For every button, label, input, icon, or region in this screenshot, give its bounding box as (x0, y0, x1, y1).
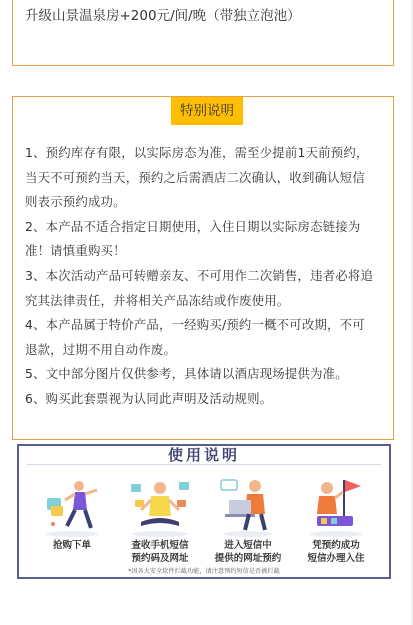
note-item-3: 3、本次活动产品可转赠亲友、不可用作二次销售，违者必将追究其法律责任，并将相关产品冻结或作废使用。 (25, 267, 374, 308)
note-item-2: 2、本产品不适合指定日期使用，入住日期以实际房态链接为准！请慎重购买！ (25, 218, 361, 259)
guide-step-3 (203, 476, 293, 564)
upgrade-option-box (12, 0, 394, 66)
person-meditating-messages-icon (127, 476, 193, 538)
note-item-4: 4、本产品属于特价产品，一经购买/预约一概不可改期，不可退款，过期不用自动作废。 (25, 317, 365, 357)
note-item-1: 1、预约库存有限，以实际房态为准，需至少提前1天前预约，当天不可预约当天，预约之后需酒店二次确认，收到确认短信则表示预约成功。 (25, 145, 369, 210)
guide-step-4 (291, 476, 381, 564)
person-running-shopping-icon (39, 476, 105, 538)
special-notes-list (25, 141, 377, 412)
person-laptop-chat-icon (215, 476, 281, 538)
usage-guide-title: 使用说明 (167, 446, 240, 464)
guide-step-2-label: 查收手机短信 预约码及网址 (131, 540, 189, 564)
usage-guide-panel (17, 444, 391, 579)
guide-step-1 (27, 476, 117, 558)
upgrade-option-text: 升级山景温泉房+200元/间/晚（带独立泡池） (25, 8, 301, 24)
note-item-6: 6、购买此套票视为认同此声明及活动规则。 (25, 390, 273, 406)
guide-step-2 (115, 476, 205, 564)
special-notes-title: 特别说明 (171, 97, 243, 125)
guide-step-4-label: 凭预约成功 短信办理入住 (307, 540, 365, 564)
note-item-5: 5、文中部分图片仅供参考，具体请以酒店现场提供为准。 (25, 366, 348, 382)
guide-step-3-label: 进入短信中 提供的网址预约 (214, 540, 282, 564)
guide-footnote: *因各大安全软件拦截功能，请注意预约短信是否被拦截 (128, 568, 280, 575)
guide-divider (27, 464, 381, 465)
guide-step-1-label: 抢购下单 (52, 540, 91, 551)
special-notes-box (12, 96, 394, 440)
person-checkin-flag-icon (303, 476, 369, 538)
